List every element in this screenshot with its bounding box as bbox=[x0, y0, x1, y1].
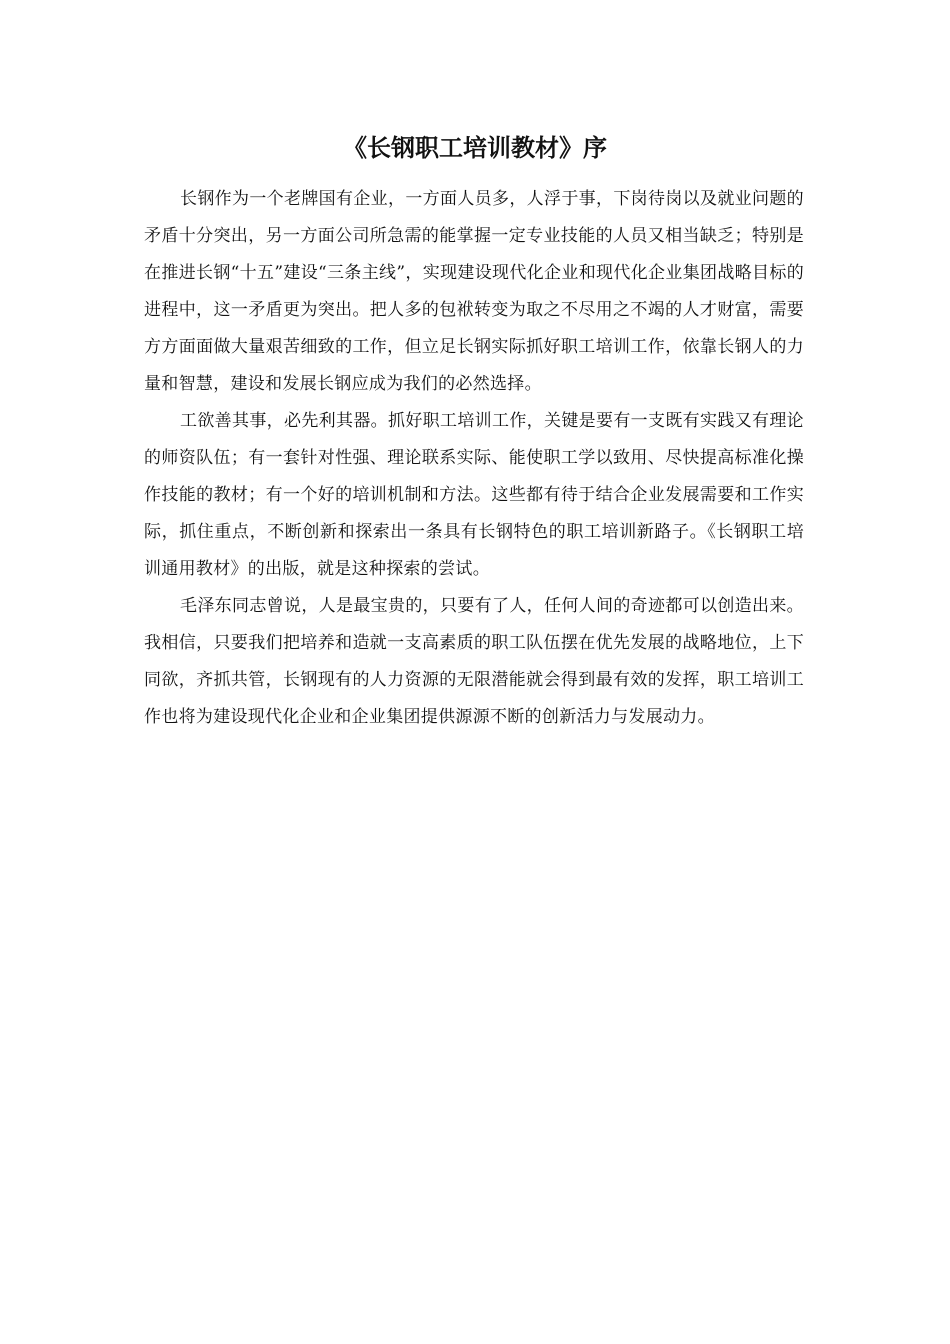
paragraph-1: 长钢作为一个老牌国有企业，一方面人员多，人浮于事，下岗待岗以及就业问题的矛盾十分突出，另一方面公司所急需的能掌握一定专业技能的人员又相当缺乏；特别是在推进长钢“十五”建设“三条主线”，实现建设现代化企业和现代化企业集团战略目标的进程中，这一矛盾更为突出。把人多的包袱转变为取之不尽用之不竭的人才财富，需要方方面面做大量艰苦细致的工作，但立足长钢实际抓好职工培训工作，依靠长钢人的力量和智慧，建设和发展长钢应成为我们的必然选择。 bbox=[144, 189, 804, 394]
paragraph-3: 毛泽东同志曾说，人是最宝贵的，只要有了人，任何人间的奇迹都可以创造出来。我相信，只要我们把培养和造就一支高素质的职工队伍摆在优先发展的战略地位，上下同欲，齐抓共管，长钢现有的人力资源的无限潜能就会得到最有效的发挥，职工培训工作也将为建设现代化企业和企业集团提供源源不断的创新活力与发展动力。 bbox=[144, 596, 804, 727]
document-body bbox=[144, 181, 804, 736]
page-title: 《长钢职工培训教材》序 bbox=[343, 134, 607, 162]
paragraph-2: 工欲善其事，必先利其器。抓好职工培训工作，关键是要有一支既有实践又有理论的师资队伍；有一套针对性强、理论联系实际、能使职工学以致用、尽快提高标准化操作技能的教材；有一个好的培训机制和方法。这些都有待于结合企业发展需要和工作实际，抓住重点，不断创新和探索出一条具有长钢特色的职工培训新路子。《长钢职工培训通用教材》的出版，就是这种探索的尝试。 bbox=[144, 411, 804, 579]
